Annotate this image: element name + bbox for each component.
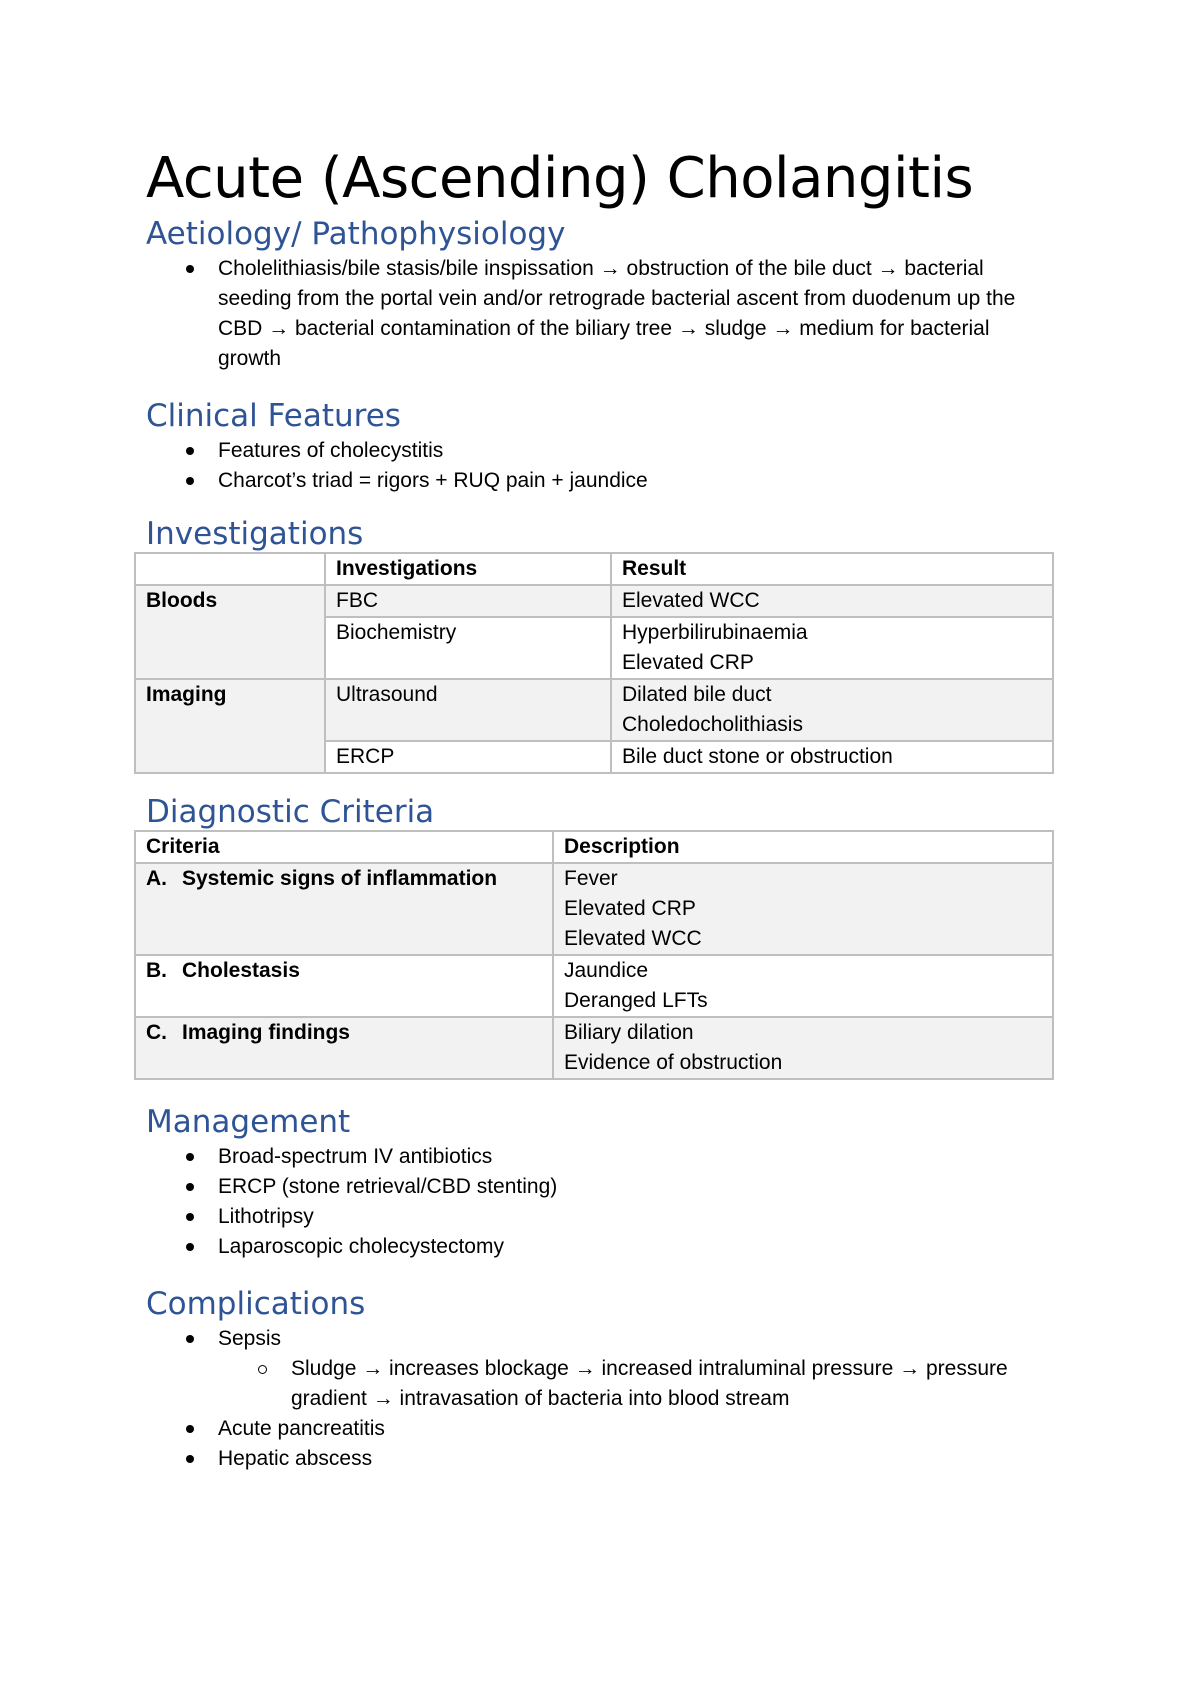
circle-bullet-icon — [258, 1365, 267, 1374]
table-row: Imaging Ultrasound Dilated bile duct Choledocholithiasis — [135, 679, 1053, 741]
investigations-table — [134, 552, 1054, 774]
clinical-features-list — [146, 436, 1054, 496]
page-title: Acute (Ascending) Cholangitis — [146, 146, 974, 211]
header-criteria: Criteria — [135, 831, 553, 863]
complications-list — [146, 1324, 1054, 1474]
bullet-icon — [186, 447, 194, 455]
bullet-icon — [186, 477, 194, 485]
table-row: A. Systemic signs of inflammation Fever Elevated CRP Elevated WCC — [135, 863, 1053, 955]
list-item: Lithotripsy — [146, 1202, 1054, 1232]
heading-diagnostic-criteria: Diagnostic Criteria — [146, 794, 435, 830]
bullet-icon — [186, 1455, 194, 1463]
bullet-icon — [186, 1183, 194, 1191]
heading-management: Management — [146, 1104, 351, 1140]
bullet-icon — [186, 1243, 194, 1251]
bullet-icon — [186, 1335, 194, 1343]
list-item: Charcot’s triad = rigors + RUQ pain + jaundice — [146, 466, 1054, 496]
management-list — [146, 1142, 1054, 1262]
table-row: ERCP Bile duct stone or obstruction — [135, 741, 1053, 773]
table-row: B. Cholestasis Jaundice Deranged LFTs — [135, 955, 1053, 1017]
diagnostic-criteria-table — [134, 830, 1054, 1080]
heading-clinical-features: Clinical Features — [146, 398, 401, 434]
list-item: Broad-spectrum IV antibiotics — [146, 1142, 1054, 1172]
table-row: C. Imaging findings Biliary dilation Evidence of obstruction — [135, 1017, 1053, 1079]
table-row: Biochemistry Hyperbilirubinaemia Elevated CRP — [135, 617, 1053, 679]
table-header-row — [135, 831, 1053, 863]
table-header-row — [135, 553, 1053, 585]
list-item: Laparoscopic cholecystectomy — [146, 1232, 1054, 1262]
list-item: Features of cholecystitis — [146, 436, 1054, 466]
bullet-icon — [186, 265, 194, 273]
heading-investigations: Investigations — [146, 516, 364, 552]
list-item: Cholelithiasis/bile stasis/bile inspissation → obstruction of the bile duct → bacterial seeding from the portal vein and/or retrograde bacterial ascent from duodenum up the CBD → bacterial contamination of the biliary tree → sludge → medium for bacterial growth — [146, 254, 1054, 374]
list-item: ERCP (stone retrieval/CBD stenting) — [146, 1172, 1054, 1202]
list-item: Sepsis — [146, 1324, 1054, 1354]
group-imaging: Imaging — [135, 679, 325, 773]
header-investigations: Investigations — [325, 553, 611, 585]
heading-complications: Complications — [146, 1286, 366, 1322]
bullet-icon — [186, 1425, 194, 1433]
heading-aetiology: Aetiology/ Pathophysiology — [146, 216, 566, 252]
table-row: Bloods FBC Elevated WCC — [135, 585, 1053, 617]
header-result: Result — [611, 553, 1053, 585]
header-description: Description — [553, 831, 1053, 863]
bullet-icon — [186, 1153, 194, 1161]
bullet-icon — [186, 1213, 194, 1221]
group-bloods: Bloods — [135, 585, 325, 679]
sub-list-item: Sludge → increases blockage → increased intraluminal pressure → pressure gradient → intravasation of bacteria into blood stream — [146, 1354, 1054, 1414]
document-page — [146, 148, 1054, 1474]
aetiology-list — [146, 254, 1054, 374]
list-item: Acute pancreatitis — [146, 1414, 1054, 1444]
list-item: Hepatic abscess — [146, 1444, 1054, 1474]
